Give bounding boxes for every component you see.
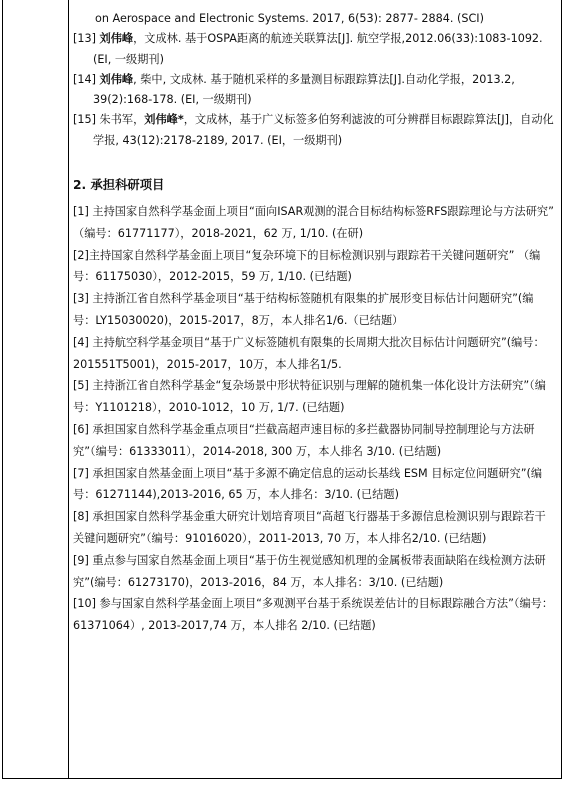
paper-p15	[73, 110, 555, 151]
paper-text: ，文成林. 基于OSPA距离的航迹关联算法[J]. 航空学报,2012.06(33):1083-1092. (EI, 一级期刊)	[93, 32, 543, 66]
project-item: [10] 参与国家自然科学基金面上项目“多观测平台基于系统误差估计的目标跟踪融合方法”（编号：61371064）, 2013-2017,74 万，本人排名 2/10. (已结题)	[73, 597, 554, 633]
section-heading: 2. 承担科研项目	[73, 178, 165, 193]
paper-p13	[73, 29, 555, 70]
paper-text: , 柴中, 文成林. 基于随机采样的多量测目标跟踪算法[J].自动化学报，2013.2, 39(2):168-178. (EI, 一级期刊)	[93, 72, 515, 107]
author-name-bold: 刘伟峰*	[144, 113, 184, 127]
project-item: [9] 重点参与国家自然基金面上项目“基于仿生视觉感知机理的金属板带表面缺陷在线检测方法研究”(编号：61273170)，2013-2016，84 万，本人排名：3/10. (已结题)	[73, 553, 546, 589]
project-item: [1] 主持国家自然科学基金面上项目“面向ISAR观测的混合目标结构标签RFS跟踪理论与方法研究” （编号：61771177），2018-2021，62 万, 1/10. (在研)	[73, 205, 554, 240]
project-item: [2]主持国家自然科学基金面上项目“复杂环境下的目标检测识别与跟踪若干关键问题研究” （编号：61175030），2012-2015，59 万, 1/10. (已结题)	[73, 248, 541, 284]
paper-index: [13]	[73, 32, 100, 46]
left-column-divider	[68, 0, 69, 778]
cv-content-cell	[73, 0, 555, 637]
paper-p14	[73, 70, 555, 111]
project-item: [8] 承担国家自然科学基金重大研究计划培育项目“高超飞行器基于多源信息检测识别与跟踪若干关键问题研究”（编号：91016020），2011-2013, 70 万，本人排名2/10. (已结题)	[73, 510, 546, 546]
project-item: [5] 主持浙江省自然科学基金“复杂场景中形状特征识别与理解的随机集一体化设计方法研究”（编号：Y1101218），2010-1012，10 万, 1/7. (已结题)	[73, 379, 546, 415]
paper-index: [14]	[73, 72, 100, 86]
project-list	[73, 201, 555, 637]
author-name-bold: 刘伟峰	[99, 72, 134, 86]
author-name-bold: 刘伟峰	[99, 32, 134, 46]
paper-p12-tail	[73, 9, 555, 29]
paper-text: on Aerospace and Electronic Systems. 2017, 6(53): 2877- 2884. (SCI)	[95, 12, 484, 25]
project-item: [4] 主持航空科学基金项目“基于广义标签随机有限集的长周期大批次目标估计问题研究”(编号：201551T5001)，2015-2017，10万，本人排名1/5.	[73, 335, 545, 371]
paper-text: ，文成林，基于广义标签多伯努利滤波的可分辨群目标跟踪算法[J]，自动化学报, 43(12):2178-2189, 2017. (EI，一级期刊)	[93, 113, 554, 147]
project-item: [7] 承担国家自然基金面上项目“基于多源不确定信息的运动长基线 ESM 目标定位问题研究”(编号：61271144),2013-2016, 65 万，本人排名：3/10. (已结题)	[73, 466, 543, 502]
project-item: [6] 承担国家自然科学基金重点项目“拦截高超声速目标的多拦截器协同制导控制理论与方法研究”（编号：61333011），2014-2018, 300 万，本人排名 3/10. (已结题)	[73, 423, 535, 458]
project-item: [3] 主持浙江省自然科学基金项目“基于结构标签随机有限集的扩展形变目标估计问题研究”(编号：LY15030020)，2015-2017，8万，本人排名1/6.（已结题）	[73, 292, 534, 328]
paper-index: [15] 朱书军，	[73, 113, 145, 127]
